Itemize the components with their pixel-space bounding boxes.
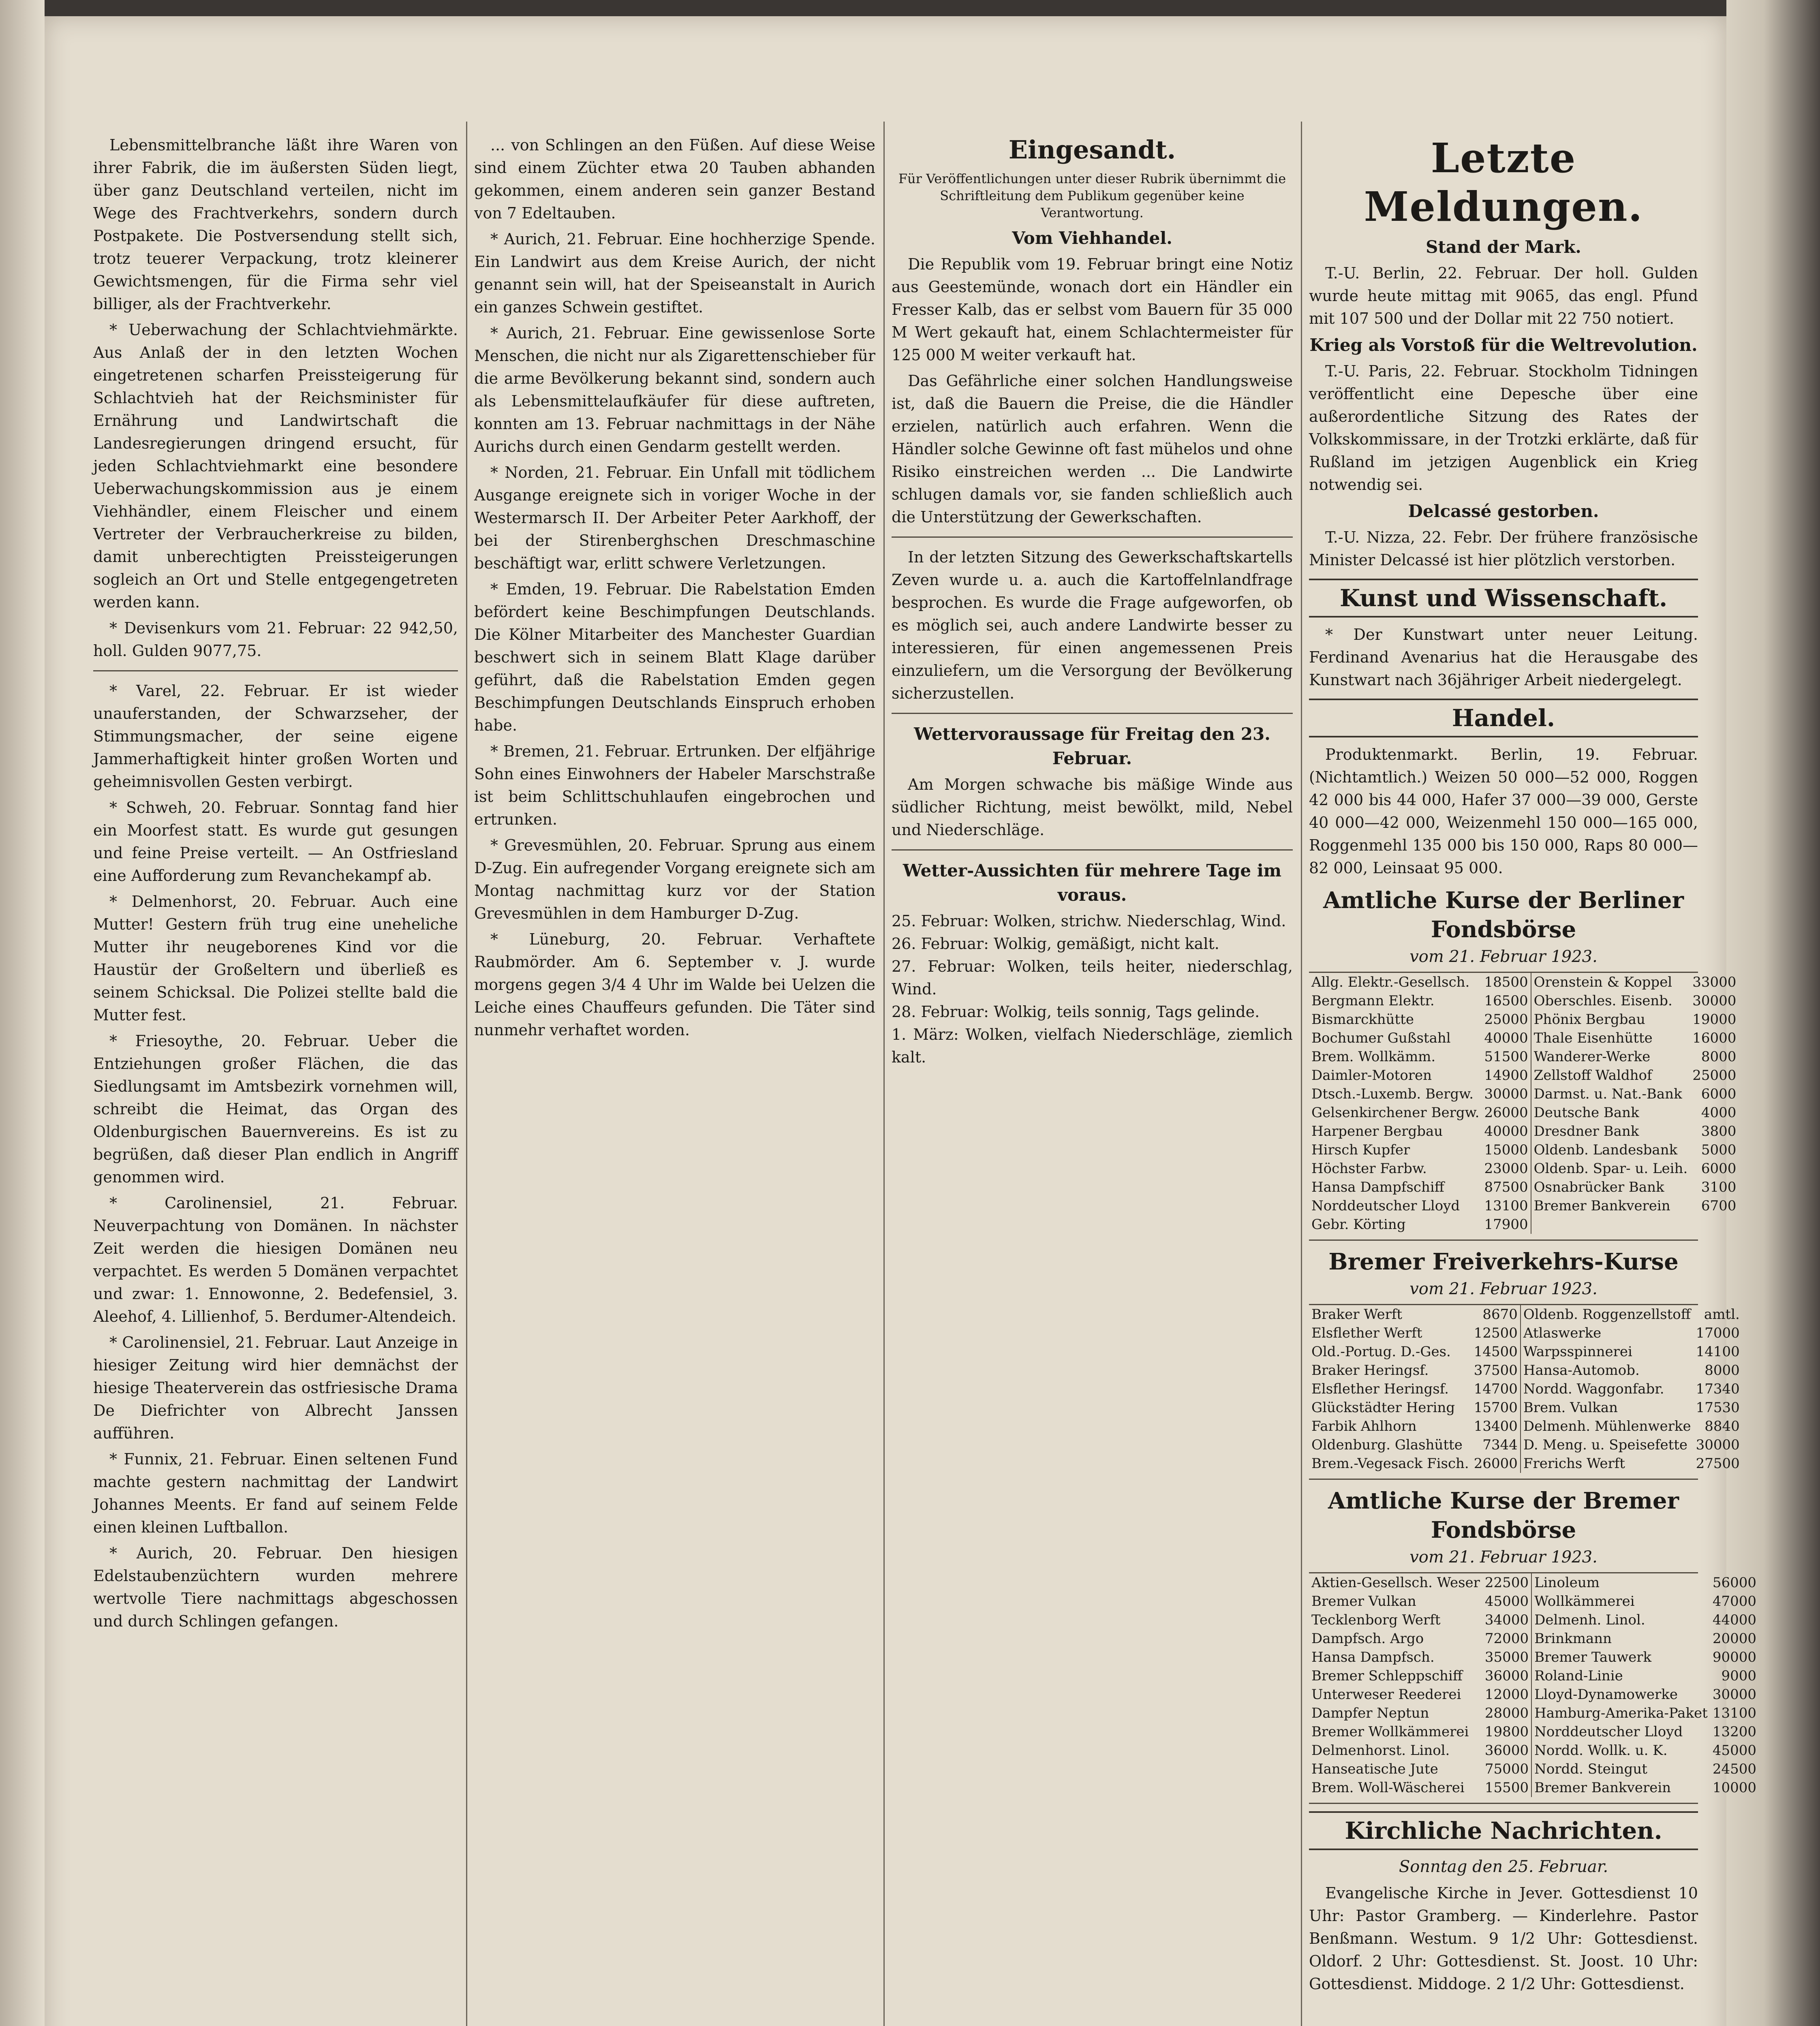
bremen-freiverkehr-table-wrap — [1309, 1304, 1740, 1480]
article-paragraph: In der letzten Sitzung des Gewerkschaftskartells Zeven wurde u. a. auch die Kartoffelnlandfrage besprochen. Es wurde die Frage aufgeworfen, ob es möglich sei, auch andere Landwirte besser zu interessieren, für einen angemessenen Preis einzuliefern, um die Versorgung der Bevölkerung sicherzustellen. — [892, 548, 1293, 702]
bremen-kurse-date: vom 21. Februar 1923. — [1409, 1548, 1598, 1567]
security-name — [1531, 1215, 1690, 1234]
security-price: 15500 — [1484, 1780, 1529, 1796]
security-name: Hanseatische Jute — [1311, 1761, 1438, 1777]
security-price: 20000 — [1712, 1631, 1757, 1647]
security-price: 12000 — [1484, 1686, 1529, 1703]
security-name: Bremer Vulkan — [1311, 1593, 1416, 1609]
security-name: Dresdner Bank — [1531, 1122, 1690, 1141]
security-price: 26000 — [1484, 1105, 1528, 1121]
security-price: 30000 — [1692, 993, 1737, 1009]
article-paragraph: * Funnix, 21. Februar. Einen seltenen Fund machte gestern nachmittag der Landwirt Johannes Meents. Er fand auf seinem Felde einen kleinen Luftballon. — [93, 1450, 458, 1536]
security-price: 19000 — [1692, 1011, 1737, 1028]
security-name: Bremer Tauwerk — [1531, 1648, 1710, 1667]
article-paragraph: * Delmenhorst, 20. Februar. Auch eine Mutter! Gestern früh trug eine uneheliche Mutter ihr neugeborenes Kind vor die Haustür der Großeltern und überließ es seinem Schicksal. Die Polizei stellte bald die Mutter fest. — [93, 893, 458, 1024]
bremen-freiverkehr-heading: Bremer Freiverkehrs-Kurse — [1328, 1248, 1679, 1275]
security-name: Farbik Ahlhorn — [1311, 1418, 1417, 1434]
security-price: 17900 — [1484, 1216, 1528, 1233]
security-price: 40000 — [1484, 1030, 1528, 1046]
security-price: 6000 — [1701, 1160, 1737, 1177]
security-price: 16000 — [1692, 1030, 1737, 1046]
table-row — [1309, 1215, 1739, 1234]
security-name: Norddeutscher Lloyd — [1531, 1723, 1710, 1741]
security-name: Brem. Vulkan — [1521, 1398, 1694, 1417]
table-row — [1309, 1454, 1742, 1473]
table-row — [1309, 1066, 1739, 1085]
berlin-kurse-heading: Amtliche Kurse der Berliner Fondsbörse — [1323, 887, 1684, 943]
section-heading-letzte-meldungen: Letzte Meldungen. — [1364, 134, 1643, 231]
security-name: Warpsspinnerei — [1521, 1342, 1694, 1361]
security-name: Elsflether Werft — [1311, 1325, 1422, 1341]
column-rule — [883, 122, 885, 2026]
security-price — [1690, 1215, 1739, 1234]
security-name: Harpener Bergbau — [1311, 1123, 1443, 1139]
security-name: Lloyd-Dynamowerke — [1531, 1685, 1710, 1704]
table-row — [1309, 1760, 1759, 1778]
security-name: Osnabrücker Bank — [1531, 1178, 1690, 1197]
table-row — [1309, 1778, 1759, 1797]
security-price: 17530 — [1696, 1400, 1740, 1416]
security-price: 30000 — [1696, 1437, 1740, 1453]
table-row — [1309, 1197, 1739, 1215]
berlin-kurse-table — [1309, 973, 1739, 1234]
security-price: 8000 — [1705, 1362, 1740, 1378]
table-row — [1309, 1361, 1742, 1380]
security-name: Darmst. u. Nat.-Bank — [1531, 1085, 1690, 1103]
table-row — [1309, 1573, 1759, 1592]
bremen-kurse-heading: Amtliche Kurse der Bremer Fondsbörse — [1328, 1487, 1679, 1543]
security-name: Zellstoff Waldhof — [1531, 1066, 1690, 1085]
security-name: Roland-Linie — [1531, 1667, 1710, 1685]
security-name: Dampfsch. Argo — [1311, 1631, 1424, 1647]
section-heading-kirchliche: Kirchliche Nachrichten. — [1309, 1811, 1698, 1850]
security-name: Delmenh. Linol. — [1531, 1611, 1710, 1629]
column-1 — [93, 134, 458, 2026]
page-edge-left — [0, 0, 45, 2026]
security-name: Unterweser Reederei — [1311, 1686, 1461, 1703]
security-price: 23000 — [1484, 1160, 1528, 1177]
security-price: 3100 — [1701, 1179, 1737, 1195]
table-row — [1309, 1611, 1759, 1629]
security-price: 14900 — [1484, 1067, 1528, 1084]
security-price: 18500 — [1484, 974, 1528, 990]
security-price: 35000 — [1484, 1649, 1529, 1665]
security-name: Hirsch Kupfer — [1311, 1142, 1410, 1158]
security-price: 13100 — [1484, 1198, 1528, 1214]
security-price: 15000 — [1484, 1142, 1528, 1158]
article-paragraph: * Der Kunstwart unter neuer Leitung. Ferdinand Avenarius hat die Herausgabe des Kunstwart nach 36jähriger Arbeit niedergelegt. — [1309, 626, 1698, 689]
security-name: Hansa Dampfsch. — [1311, 1649, 1435, 1665]
article-paragraph: Evangelische Kirche in Jever. Gottesdienst 10 Uhr: Pastor Gramberg. — Kinderlehre. Pastor Benßmann. Westum. 9 1/2 Uhr: Gottesdienst. Oldorf. 2 Uhr: Gottesdienst. St. Joost. 10 Uhr: Gottesdienst. Middoge. 2 1/2 Uhr: Gottesdienst. — [1309, 1884, 1698, 1993]
security-price: 7344 — [1482, 1437, 1518, 1453]
security-price: 36000 — [1484, 1668, 1529, 1684]
church-date: Sonntag den 25. Februar. — [1399, 1857, 1608, 1876]
table-row — [1309, 1029, 1739, 1047]
article-paragraph: * Norden, 21. Februar. Ein Unfall mit tödlichem Ausgange ereignete sich in voriger Woche in der Westermarsch II. Der Arbeiter Peter Aarkhoff, der bei der Stirenberghschen Dreschmaschine beschäftigt war, erlitt schwere Verletzungen. — [474, 464, 875, 572]
security-name: Nordd. Waggonfabr. — [1521, 1380, 1694, 1398]
security-price: 90000 — [1712, 1649, 1757, 1665]
security-price: 28000 — [1484, 1705, 1529, 1721]
security-name: Nordd. Steingut — [1531, 1760, 1710, 1778]
security-price: 30000 — [1484, 1086, 1528, 1102]
security-name: Oldenb. Spar- u. Leih. — [1531, 1159, 1690, 1178]
section-heading-handel: Handel. — [1309, 699, 1698, 737]
article-paragraph: Die Republik vom 19. Februar bringt eine Notiz aus Geestemünde, wonach dort ein Händler ein Fresser Kalb, das er selbst vom Bauern für 35 000 M Wert gekauft hat, einem Schlachtermeister für 125 000 M weiter verkauft hat. — [892, 255, 1293, 364]
table-row — [1309, 1159, 1739, 1178]
security-name: Hansa-Automob. — [1521, 1361, 1694, 1380]
table-row — [1309, 1342, 1742, 1361]
table-row — [1309, 1667, 1759, 1685]
security-price: 17000 — [1696, 1325, 1740, 1341]
security-price: 47000 — [1712, 1593, 1757, 1609]
security-price: 6000 — [1701, 1086, 1737, 1102]
security-price: 36000 — [1484, 1742, 1529, 1759]
security-name: Oldenb. Roggenzellstoff — [1521, 1305, 1694, 1324]
security-price: 33000 — [1692, 974, 1737, 990]
security-name: Aktien-Gesellsch. Weser — [1311, 1575, 1480, 1591]
security-price: 72000 — [1484, 1631, 1529, 1647]
outlook-heading: Wetter-Aussichten für mehrere Tage im voraus. — [903, 861, 1282, 905]
article-paragraph: * Lüneburg, 20. Februar. Verhaftete Raubmörder. Am 6. September v. J. wurde morgens gegen 3/4 4 Uhr im Walde bei Uelzen die Leiche eines Chauffeurs gefunden. Die Täter sind nunmehr verhaftet worden. — [474, 930, 875, 1039]
security-name: Bremer Wollkämmerei — [1311, 1724, 1469, 1740]
security-price: 12500 — [1474, 1325, 1518, 1341]
security-price: 45000 — [1712, 1742, 1757, 1759]
newspaper-page — [45, 16, 1757, 2026]
security-name: Old.-Portug. D.-Ges. — [1311, 1344, 1451, 1360]
article-paragraph: * Aurich, 21. Februar. Eine hochherzige Spende. Ein Landwirt aus dem Kreise Aurich, der nicht genannt sein will, hat der Speiseanstalt in Aurich ein ganzes Schwein gestiftet. — [474, 230, 875, 316]
divider — [892, 849, 1293, 851]
security-name: Oldenb. Landesbank — [1531, 1141, 1690, 1159]
security-price: 56000 — [1712, 1575, 1757, 1591]
divider — [93, 670, 458, 671]
article-paragraph: * Varel, 22. Februar. Er ist wieder unauferstanden, der Schwarzseher, der Stimmungsmacher, der seine eigene Jammerhaftigkeit hinter großen Worten und geheimnisvollen Gesten verbirgt. — [93, 682, 458, 791]
security-price: 6700 — [1701, 1198, 1737, 1214]
security-price: 5000 — [1701, 1142, 1737, 1158]
security-name: Delmenhorst. Linol. — [1311, 1742, 1450, 1759]
article-paragraph: Lebensmittelbranche läßt ihre Waren von ihrer Fabrik, die im äußersten Süden liegt, über ganz Deutschland verteilen, nicht im Wege des Frachtverkehrs, sondern durch Postpakete. Die Postversendung stellt sich, trotz teuerer Verpackung, trotz kleinerer Gewichtsmengen, für die Firma sehr viel billiger, als der Frachtverkehr. — [93, 136, 458, 313]
security-name: Bochumer Gußstahl — [1311, 1030, 1451, 1046]
article-paragraph: * Ueberwachung der Schlachtviehmärkte. Aus Anlaß der in den letzten Wochen eingetretenen scharfen Preissteigerung für Schlachtvieh hat der Reichsminister für Ernährung und Landwirtschaft die Landesregierungen dringend ersucht, für jeden Schlachtviehmarkt eine besondere Ueberwachungskommission aus je einem Viehhändler, einem Fleischer und einem Vertreter der Verbraucherkreise zu bilden, damit unberechtigten Preissteigerungen sogleich an Ort und Stelle entgegengetreten werden kann. — [93, 321, 458, 611]
security-price: 8670 — [1482, 1306, 1518, 1323]
security-name: Bremer Schleppschiff — [1311, 1668, 1463, 1684]
column-4 — [1309, 134, 1757, 2026]
security-name: Brem. Wollkämm. — [1311, 1049, 1436, 1065]
security-name: Gelsenkirchener Bergw. — [1311, 1105, 1480, 1121]
outlook-line: 27. Februar: Wolken, teils heiter, niederschlag, Wind. — [892, 957, 1293, 998]
security-name: Nordd. Wollk. u. K. — [1531, 1741, 1710, 1760]
outlook-line: 28. Februar: Wolkig, teils sonnig, Tags gelinde. — [892, 1003, 1260, 1021]
article-paragraph: T.-U. Paris, 22. Februar. Stockholm Tidningen veröffentlicht eine Depesche über eine außerordentliche Sitzung des Rates der Volkskommissare, in der Trotzki erklärte, daß für Rußland im jetzigen Augenblick ein Krieg notwendig sei. — [1309, 362, 1698, 494]
security-name: Allg. Elektr.-Gesellsch. — [1311, 974, 1470, 990]
security-name: Bergmann Elektr. — [1311, 993, 1435, 1009]
table-row — [1309, 1305, 1742, 1324]
bremen-kurse-table — [1309, 1573, 1759, 1797]
weather-heading: Wettervoraussage für Freitag den 23. Februar. — [914, 724, 1270, 768]
security-price: 40000 — [1484, 1123, 1528, 1139]
security-price: 14500 — [1474, 1344, 1518, 1360]
table-row — [1309, 1629, 1759, 1648]
security-price: 25000 — [1692, 1067, 1737, 1084]
security-name: Atlaswerke — [1521, 1324, 1694, 1342]
security-price: 37500 — [1474, 1362, 1518, 1378]
table-row — [1309, 973, 1739, 992]
table-row — [1309, 1592, 1759, 1611]
article-paragraph: * Aurich, 20. Februar. Den hiesigen Edelstaubenzüchtern wurden mehrere wertvolle Tiere nachmittags abgeschossen und durch Schlingen gefangen. — [93, 1544, 458, 1630]
column-rule — [466, 122, 467, 2026]
security-name: Brinkmann — [1531, 1629, 1710, 1648]
security-price: 22500 — [1484, 1575, 1529, 1591]
divider — [892, 713, 1293, 714]
security-name: Brem.-Vegesack Fisch. — [1311, 1455, 1469, 1472]
article-paragraph: * Bremen, 21. Februar. Ertrunken. Der elfjährige Sohn eines Einwohners der Habeler Marschstraße ist beim Schlittschuhlaufen eingebrochen und ertrunken. — [474, 742, 875, 828]
security-price: 10000 — [1712, 1780, 1757, 1796]
security-name: Oldenburg. Glashütte — [1311, 1437, 1463, 1453]
article-paragraph: * Carolinensiel, 21. Februar. Neuverpachtung von Domänen. In nächster Zeit werden die hiesigen Domänen neu verpachtet. Es werden 5 Domänen verpachtet und zwar: 1. Ennowonne, 2. Bedefensiel, 3. Aleehof, 4. Lillienhof, 5. Berdumer-Altendeich. — [93, 1194, 458, 1325]
security-price: 25000 — [1484, 1011, 1528, 1028]
article-heading: Krieg als Vorstoß für die Weltrevolution. — [1309, 335, 1698, 355]
table-row — [1309, 1122, 1739, 1141]
security-name: Orenstein & Koppel — [1531, 973, 1690, 992]
table-row — [1309, 1324, 1742, 1342]
section-heading-eingesandt: Eingesandt. — [1008, 135, 1176, 165]
article-paragraph: Produktenmarkt. Berlin, 19. Februar. (Nichtamtlich.) Weizen 50 000—52 000, Roggen 42 000 bis 44 000, Hafer 37 000—39 000, Gerste 40 000—42 000, Weizenmehl 150 000—165 000, Roggenmehl 135 000 bis 150 000, Raps 80 000—82 000, Leinsaat 95 000. — [1309, 746, 1698, 877]
article-paragraph: T.-U. Berlin, 22. Februar. Der holl. Gulden wurde heute mittag mit 9065, das engl. Pfund mit 107 500 und der Dollar mit 22 750 notiert. — [1309, 264, 1698, 327]
column-3 — [892, 134, 1293, 2026]
security-price: 19800 — [1484, 1724, 1529, 1740]
article-paragraph: * Devisenkurs vom 21. Februar: 22 942,50, holl. Gulden 9077,75. — [93, 619, 458, 660]
security-name: Dampfer Neptun — [1311, 1705, 1429, 1721]
article-paragraph: T.-U. Nizza, 22. Febr. Der frühere französische Minister Delcassé ist hier plötzlich verstorben. — [1309, 528, 1698, 569]
security-name: Norddeutscher Lloyd — [1311, 1198, 1460, 1214]
table-row — [1309, 1648, 1759, 1667]
security-price: 51500 — [1484, 1049, 1528, 1065]
weather-text: Am Morgen schwache bis mäßige Winde aus südlicher Richtung, meist bewölkt, mild, Nebel und Niederschläge. — [892, 776, 1293, 839]
security-price: 8000 — [1701, 1049, 1737, 1065]
table-row — [1309, 1685, 1759, 1704]
berlin-kurse-table-wrap — [1309, 972, 1737, 1241]
security-price: 26000 — [1474, 1455, 1518, 1472]
table-row — [1309, 1741, 1759, 1760]
security-name: Bismarckhütte — [1311, 1011, 1414, 1028]
security-price: 13100 — [1712, 1705, 1757, 1721]
security-price: 14100 — [1696, 1344, 1740, 1360]
table-row — [1309, 1178, 1739, 1197]
security-price: 45000 — [1484, 1593, 1529, 1609]
article-paragraph: * Schweh, 20. Februar. Sonntag fand hier ein Moorfest statt. Es wurde gut gesungen und feine Preise verteilt. — An Ostfriesland eine Aufforderung zum Revanchekampf ab. — [93, 799, 458, 885]
article-paragraph: * Emden, 19. Februar. Die Rabelstation Emden befördert keine Beschimpfungen Deutschlands. Die Kölner Mitarbeiter des Manchester Guardian beschwert sich in seinem Blatt Klage darüber geführt, daß die Rabelstation Emden gegen Beschimpfungen Deutschlands Einspruch erhoben habe. — [474, 580, 875, 734]
security-name: Braker Heringsf. — [1311, 1362, 1429, 1378]
table-row — [1309, 1047, 1739, 1066]
security-name: Bremer Bankverein — [1531, 1778, 1710, 1797]
security-name: Tecklenborg Werft — [1311, 1612, 1441, 1628]
security-name: Glückstädter Hering — [1311, 1400, 1455, 1416]
security-name: Daimler-Motoren — [1311, 1067, 1432, 1084]
security-name: Frerichs Werft — [1521, 1454, 1694, 1473]
table-row — [1309, 1010, 1739, 1029]
article-heading: Stand der Mark. — [1426, 237, 1581, 257]
column-rule — [1301, 122, 1302, 2026]
security-name: D. Meng. u. Speisefette — [1521, 1436, 1694, 1454]
security-price: 3800 — [1701, 1123, 1737, 1139]
table-row — [1309, 1436, 1742, 1454]
security-name: Dtsch.-Luxemb. Bergw. — [1311, 1086, 1474, 1102]
security-price: 44000 — [1712, 1612, 1757, 1628]
security-name: Brem. Woll-Wäscherei — [1311, 1780, 1465, 1796]
security-price: 87500 — [1484, 1179, 1528, 1195]
bremen-freiverkehr-date: vom 21. Februar 1923. — [1409, 1280, 1598, 1298]
security-price: 14700 — [1474, 1381, 1518, 1397]
security-name: Hansa Dampfschiff — [1311, 1179, 1444, 1195]
security-price: 15700 — [1474, 1400, 1518, 1416]
outlook-line: 1. März: Wolken, vielfach Niederschläge, ziemlich kalt. — [892, 1026, 1293, 1066]
security-name: Hamburg-Amerika-Paket — [1531, 1704, 1710, 1723]
security-name: Höchster Farbw. — [1311, 1160, 1427, 1177]
outlook-line: 26. Februar: Wolkig, gemäßigt, nicht kalt. — [892, 935, 1219, 953]
security-name: Deutsche Bank — [1531, 1103, 1690, 1122]
table-row — [1309, 1723, 1759, 1741]
article-paragraph: Das Gefährliche einer solchen Handlungsweise ist, daß die Bauern die Preise, die die Händler erzielen, natürlich auch erfahren. Wenn die Händler solche Gewinne oft fast mühelos und ohne Risiko einstreichen werden ... Die Landwirte schlugen damals vor, sie fanden schließlich auch die Unterstützung der Gewerkschaften. — [892, 372, 1293, 526]
security-name: Wanderer-Werke — [1531, 1047, 1690, 1066]
table-row — [1309, 992, 1739, 1010]
security-price: 13400 — [1474, 1418, 1518, 1434]
security-name: Linoleum — [1531, 1573, 1710, 1592]
security-price: 16500 — [1484, 993, 1528, 1009]
bremen-kurse-table-wrap — [1309, 1572, 1757, 1804]
article-paragraph: * Carolinensiel, 21. Februar. Laut Anzeige in hiesiger Zeitung wird hier demnächst der hiesige Theaterverein das ostfriesische Drama De Diefrichter von Albrecht Janssen aufführen. — [93, 1334, 458, 1442]
table-row — [1309, 1141, 1739, 1159]
table-row — [1309, 1103, 1739, 1122]
section-heading-kunst: Kunst und Wissenschaft. — [1309, 579, 1698, 618]
bremen-freiverkehr-table — [1309, 1305, 1742, 1473]
security-price: amtl. — [1704, 1306, 1740, 1323]
editorial-note: Für Veröffentlichungen unter dieser Rubrik übernimmt die Schriftleitung dem Publikum gegenüber keine Verantwortung. — [898, 171, 1286, 220]
security-name: Gebr. Körting — [1311, 1216, 1406, 1233]
security-name: Oberschles. Eisenb. — [1531, 992, 1690, 1010]
security-price: 4000 — [1701, 1105, 1737, 1121]
security-name: Phönix Bergbau — [1531, 1010, 1690, 1029]
table-row — [1309, 1417, 1742, 1436]
article-heading: Vom Viehhandel. — [1012, 228, 1172, 248]
article-heading: Delcassé gestorben. — [1408, 501, 1599, 521]
security-price: 27500 — [1696, 1455, 1740, 1472]
security-name: Delmenh. Mühlenwerke — [1521, 1417, 1694, 1436]
table-row — [1309, 1704, 1759, 1723]
security-price: 13200 — [1712, 1724, 1757, 1740]
article-paragraph: * Friesoythe, 20. Februar. Ueber die Entziehungen großer Flächen, die das Siedlungsamt im Amtsbezirk vornehmen will, schreibt die Heimat, das Organ des Oldenburgischen Bauernvereins. Es ist zu begrüßen, daß dieser Plan endlich in Angriff genommen wird. — [93, 1032, 458, 1186]
divider — [892, 536, 1293, 538]
security-name: Braker Werft — [1311, 1306, 1403, 1323]
security-price: 9000 — [1721, 1668, 1757, 1684]
berlin-kurse-date: vom 21. Februar 1923. — [1409, 947, 1598, 966]
outlook-line: 25. Februar: Wolken, strichw. Niederschlag, Wind. — [892, 912, 1286, 930]
security-price: 30000 — [1712, 1686, 1757, 1703]
article-paragraph: ... von Schlingen an den Füßen. Auf diese Weise sind einem Züchter etwa 20 Tauben abhanden gekommen, einem anderen sein ganzer Bestand von 7 Edeltauben. — [474, 136, 875, 222]
table-row — [1309, 1085, 1739, 1103]
security-price: 8840 — [1705, 1418, 1740, 1434]
table-row — [1309, 1380, 1742, 1398]
security-price: 24500 — [1712, 1761, 1757, 1777]
column-2 — [474, 134, 875, 2026]
security-price: 75000 — [1484, 1761, 1529, 1777]
security-name: Elsflether Heringsf. — [1311, 1381, 1449, 1397]
table-row — [1309, 1398, 1742, 1417]
security-price: 34000 — [1484, 1612, 1529, 1628]
security-price: 17340 — [1696, 1381, 1740, 1397]
security-name: Thale Eisenhütte — [1531, 1029, 1690, 1047]
security-name: Bremer Bankverein — [1531, 1197, 1690, 1215]
security-name: Wollkämmerei — [1531, 1592, 1710, 1611]
article-paragraph: * Aurich, 21. Februar. Eine gewissenlose Sorte Menschen, die nicht nur als Zigarettenschieber für die arme Bevölkerung bekannt sind, sondern auch als Lebensmittelaufkäufer für diese auftreten, konnten am 13. Februar nachmittags in der Nähe Aurichs durch einen Gendarm gestellt werden. — [474, 324, 875, 455]
article-paragraph: * Grevesmühlen, 20. Februar. Sprung aus einem D-Zug. Ein aufregender Vorgang ereignete sich am Montag nachmittag kurz vor der Station Grevesmühlen in dem Hamburger D-Zug. — [474, 836, 875, 922]
